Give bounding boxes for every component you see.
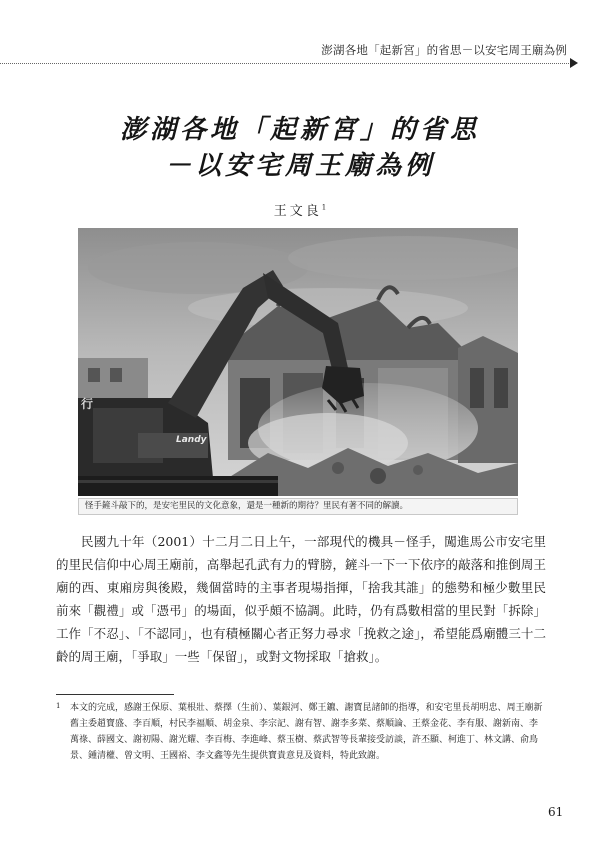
footnote [56, 700, 544, 764]
excavator-side-text: 行 [81, 397, 94, 411]
footnote-text: 本文的完成，感謝王保原、葉根壯、蔡擇（生前）、葉銀河、鄭王鑣、謝寶昆諸師的指導，和安宅里長胡明忠、周王廟新舊主委趙寶盛、李百順，村民李福順、胡金泉、李宗記、謝有智、謝李多菜、蔡順論、王蔡金花、李有服、謝新南、李萬祿、薛國文、謝初陽、謝光耀、李百梅、李進峰、蔡玉樹、蔡武智等長輩接受訪談，許丕顯、柯進丁、林文講、俞鳥景、鍾清權、曾文明、王國裕、李文鑫等先生提供寶貴意見及資料，特此致謝。 [70, 703, 543, 761]
excavator-brand-text: Landy [176, 435, 207, 445]
photo-caption: 怪手鏟斗敲下的，是安宅里民的文化意象，還是一種新的期待？里民有著不同的解讀。 [78, 498, 518, 515]
author-name: 王文良 [273, 204, 322, 219]
body-text [56, 530, 546, 668]
header-arrow-icon [570, 58, 578, 68]
author-byline [0, 200, 600, 219]
page-number: 61 [548, 805, 564, 819]
title-line-2: －以安宅周王廟為例 [164, 151, 435, 181]
body-paragraph: 民國九十年（2001）十二月二日上午，一部現代的機具－怪手，闖進馬公市安宅里的里民信仰中心周王廟前，高舉起孔武有力的臂膀，鏟斗一下一下依序的敲落和推倒周王廟的西、東廂房與後殿，幾個當時的主事者現場指揮，「捨我其誰」的態勢和極少數里民前來「觀禮」或「憑弔」的場面，似乎頗不協調。此時，仍有爲數相當的里民對「拆除」工作「不忍」、「不認同」，也有積極關心者正努力尋求「挽救之途」，希望能爲廟體三十二齡的周王廟，「爭取」一些「保留」，或對文物採取「搶救」。 [56, 534, 546, 664]
footnote-rule [56, 694, 174, 695]
running-header: 澎湖各地「起新宮」的省思－以安宅周王廟為例 [321, 43, 567, 57]
demolition-photo [78, 228, 518, 496]
article-title [0, 112, 600, 184]
author-footnote-mark: 1 [321, 203, 327, 212]
title-line-1: 澎湖各地「起新宮」的省思 [119, 115, 480, 145]
header-dotted-rule [0, 63, 571, 64]
footnote-mark: 1 [56, 702, 61, 710]
